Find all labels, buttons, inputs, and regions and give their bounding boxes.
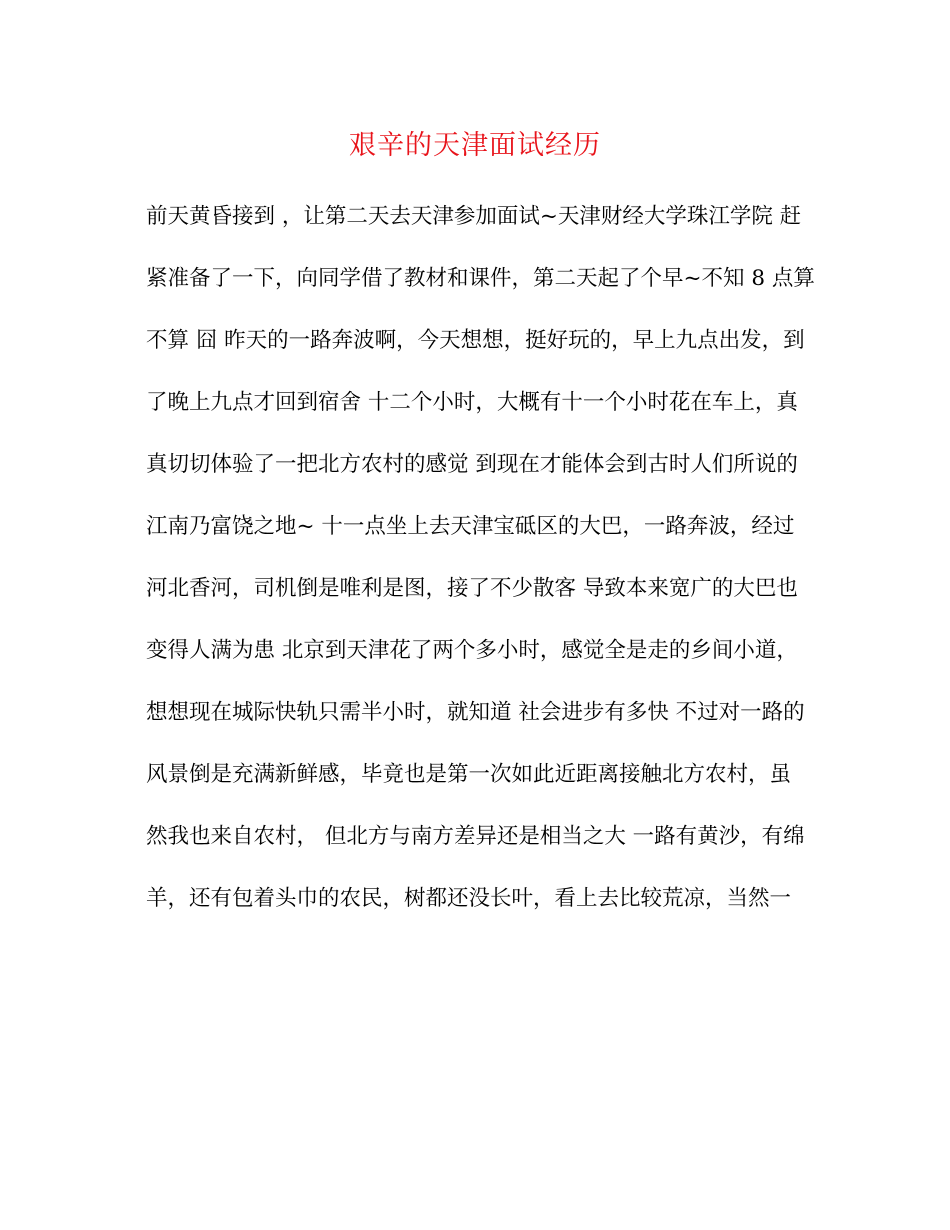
body-line: 前天黄昏接到 ，让第二天去天津参加面试~天津财经大学珠江学院 赶 (146, 204, 802, 229)
body-line: 羊，还有包着头巾的农民，树都还没长叶，看上去比较荒凉，当然一 (146, 886, 792, 911)
body-line: 想想现在城际快轨只需半小时，就知道 社会进步有多快 不过对一路的 (146, 700, 805, 725)
body-line: 了晚上九点才回到宿舍 十二个小时，大概有十一个小时花在车上，真 (146, 390, 798, 415)
body-line: 真切切体验了一把北方农村的感觉 到现在才能体会到古时人们所说的 (146, 452, 798, 477)
body-line: 紧准备了一下，向同学借了教材和课件，第二天起了个早~不知 8 点算 (146, 266, 815, 291)
document-title: 艰辛的天津面试经历 (349, 130, 601, 161)
body-line: 不算 囧 昨天的一路奔波啊，今天想想，挺好玩的，早上九点出发，到 (146, 328, 805, 353)
body-line: 变得人满为患 北京到天津花了两个多小时，感觉全是走的乡间小道， (146, 638, 798, 663)
body-line: 江南乃富饶之地~ 十一点坐上去天津宝砥区的大巴，一路奔波，经过 (146, 514, 795, 539)
body-line: 河北香河，司机倒是唯利是图，接了不少散客 导致本来宽广的大巴也 (146, 576, 798, 601)
body-line: 然我也来自农村， 但北方与南方差异还是相当之大 一路有黄沙，有绵 (146, 824, 805, 849)
document-body (146, 186, 816, 930)
body-line: 风景倒是充满新鲜感，毕竟也是第一次如此近距离接触北方农村，虽 (146, 762, 792, 787)
